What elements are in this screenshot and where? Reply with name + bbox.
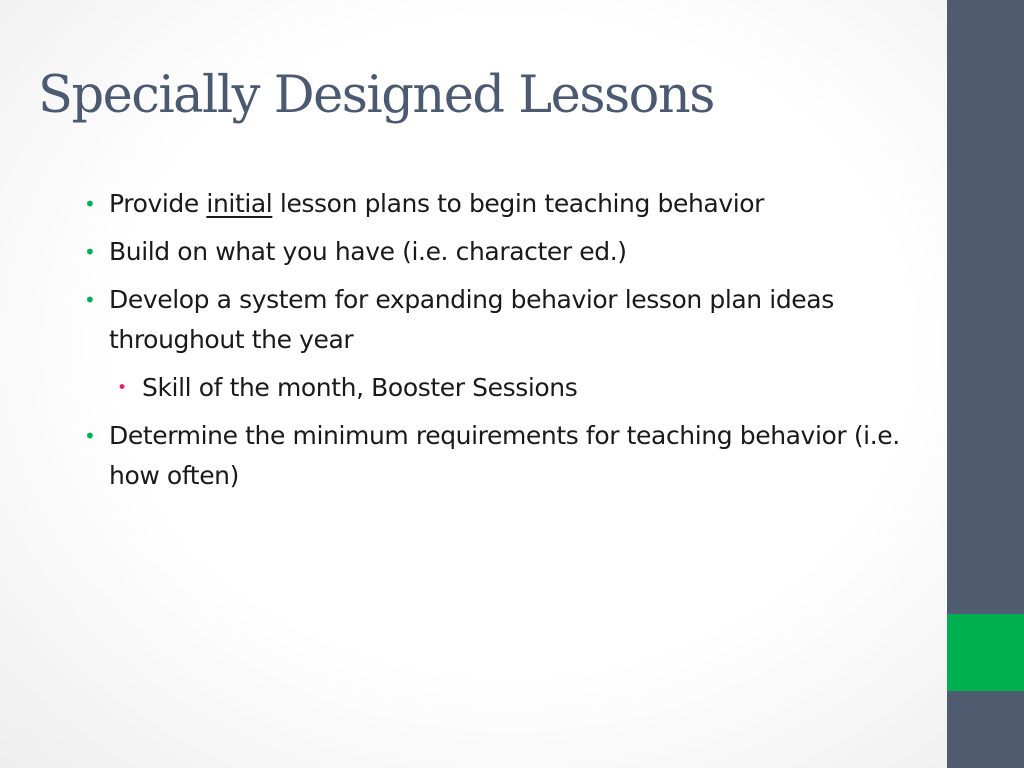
bullet-text: Develop a system for expanding behavior lesson plan ideas throughout the year [109, 285, 834, 354]
bullet-text: Provide initial lesson plans to begin teaching behavior [109, 189, 765, 218]
bullet-icon: • [84, 424, 96, 448]
bullet-list [84, 184, 929, 504]
bullet-item [84, 184, 929, 224]
bullet-item [84, 280, 929, 360]
slide-title: Specially Designed Lessons [38, 66, 714, 125]
sub-bullet-text: Skill of the month, Booster Sessions [142, 373, 578, 402]
underlined-word: initial [206, 189, 273, 218]
bullet-text: Build on what you have (i.e. character ed.) [109, 237, 627, 266]
bullet-text: Determine the minimum requirements for teaching behavior (i.e. how often) [109, 421, 900, 490]
bullet-item [84, 232, 929, 272]
side-accent-block [947, 614, 1024, 691]
sub-bullet-item [117, 368, 929, 408]
bullet-icon: • [84, 288, 96, 312]
bullet-item [84, 416, 929, 496]
bullet-icon: • [84, 192, 96, 216]
bullet-icon: • [84, 240, 96, 264]
sub-bullet-icon: • [117, 378, 127, 398]
